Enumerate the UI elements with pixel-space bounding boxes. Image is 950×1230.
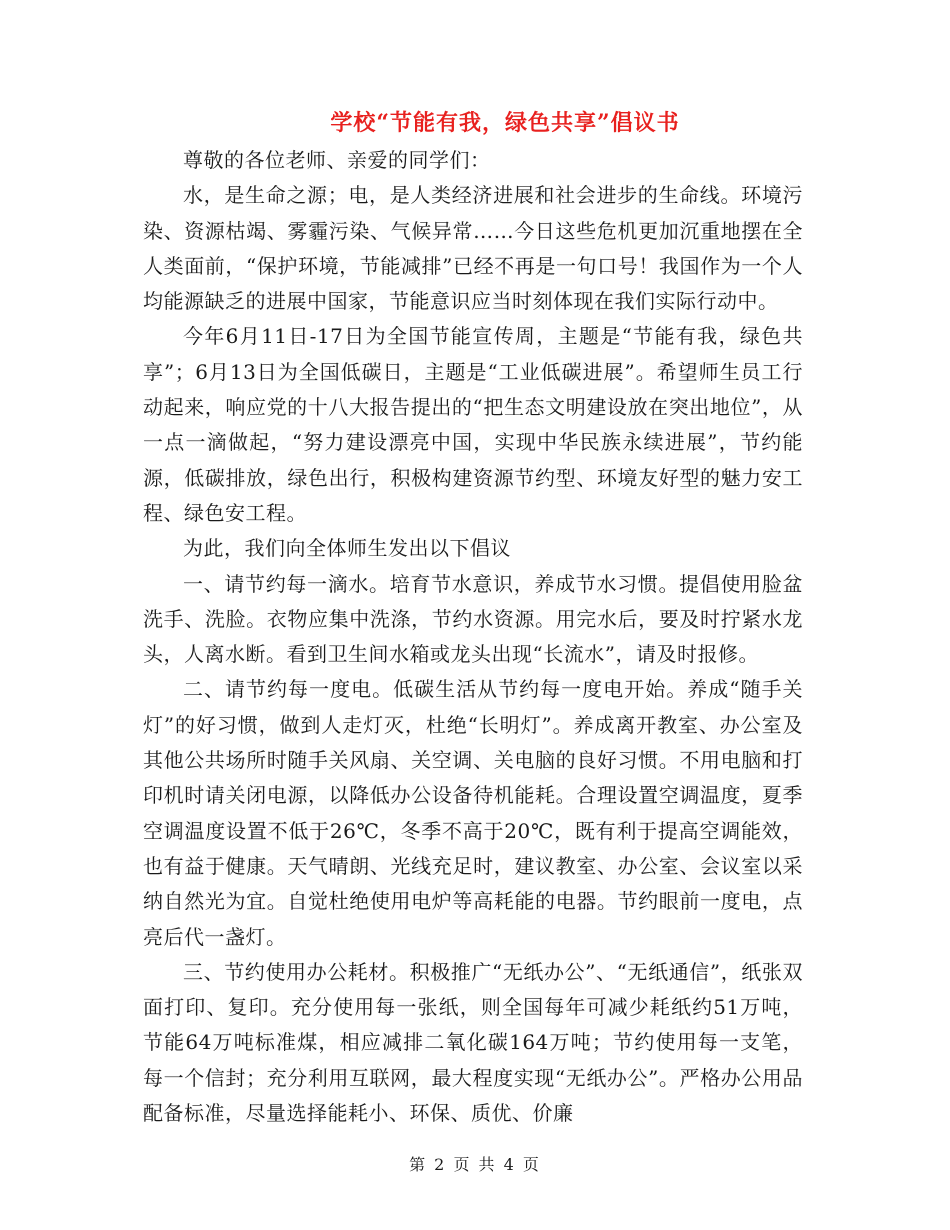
paragraph-greeting: 尊敬的各位老师、亲爱的同学们： (183, 148, 491, 172)
paragraph-save-electricity: 二、请节约每一度电。低碳生活从节约每一度电开始。养成“随手关灯”的好习惯，做到人走灯灭，杜绝“长明灯”。养成离开教室、办公室及其他公共场所时随手关风扇、关空调、关电脑的良好习惯。不用电脑和打印机时请关闭电源，以降低办公设备待机能耗。合理设置空调温度，夏季空调温度设置不低于26℃，冬季不高于20℃，既有利于提高空调能效，也有益于健康。天气晴朗、光线充足时，建议教室、办公室、会议室以采纳自然光为宜。自觉杜绝使用电炉等高耗能的电器。节约眼前一度电，点亮后代一盏灯。 (143, 677, 803, 949)
paragraph-intro: 水，是生命之源；电，是人类经济进展和社会进步的生命线。环境污染、资源枯竭、雾霾污染、气候异常……今日这些危机更加沉重地摆在全人类面前，“保护环境，节能减排”已经不再是一句口号！我国作为一个人均能源缺乏的进展中国家，节能意识应当时刻体现在我们实际行动中。 (143, 183, 803, 314)
paragraph-theme: 今年6月11日-17日为全国节能宣传周，主题是“节能有我，绿色共享”；6月13日为全国低碳日，主题是“工业低碳进展”。希望师生员工行动起来，响应党的十八大报告提出的“把生态文明建设放在突出地位”，从一点一滴做起，“努力建设漂亮中国，实现中华民族永续进展”，节约能源，低碳排放，绿色出行，积极构建资源节约型、环境友好型的魅力安工程、绿色安工程。 (143, 324, 803, 525)
document-title: 学校“节能有我，绿色共享”倡议书 (330, 110, 680, 136)
document-body (143, 143, 803, 1131)
paragraph-proposal-lead: 为此，我们向全体师生发出以下倡议 (183, 536, 511, 561)
paragraph-save-water: 一、请节约每一滴水。培育节水意识，养成节水习惯。提倡使用脸盆洗手、洗脸。衣物应集中洗涤，节约水资源。用完水后，要及时拧紧水龙头，人离水断。看到卫生间水箱或龙头出现“长流水”，请及时报修。 (143, 571, 803, 667)
paragraph-save-supplies: 三、节约使用办公耗材。积极推广“无纸办公”、“无纸通信”，纸张双面打印、复印。充分使用每一张纸，则全国每年可减少耗纸约51万吨，节能64万吨标准煤，相应减排二氧化碳164万吨；节约使用每一支笔，每一个信封；充分利用互联网，最大程度实现“无纸办公”。严格办公用品配备标准，尽量选择能耗小、环保、质优、价廉 (143, 959, 803, 1126)
page-footer: 第 2 页 共 4 页 (409, 1155, 541, 1174)
